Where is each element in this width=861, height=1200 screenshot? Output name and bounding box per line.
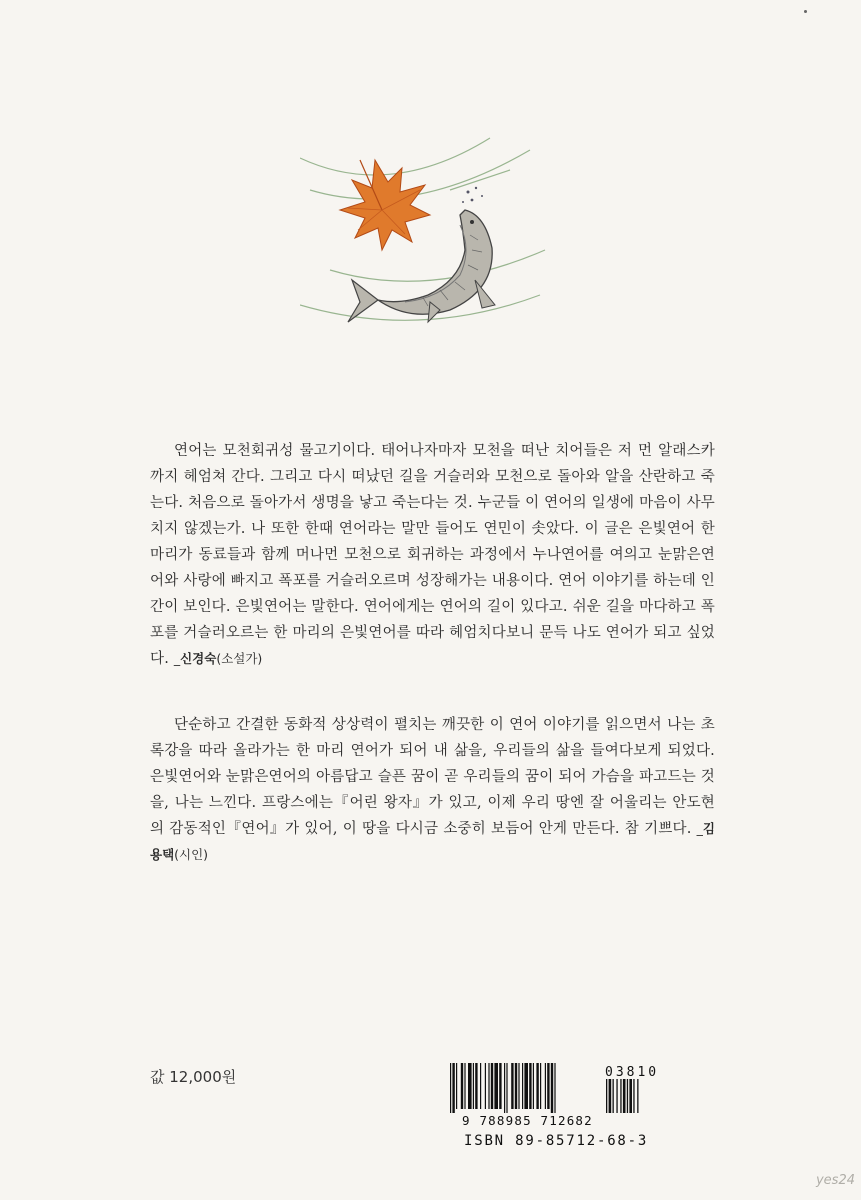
barcode-addon-bar xyxy=(627,1079,628,1113)
barcode-addon-bar xyxy=(623,1079,626,1113)
signature-role: (시인) xyxy=(174,847,209,862)
signature-dash: _ xyxy=(696,821,703,836)
barcode-addon-bar xyxy=(613,1079,614,1113)
barcode-bar xyxy=(506,1063,507,1113)
barcode-bar xyxy=(491,1063,493,1109)
barcode-bar xyxy=(452,1063,454,1113)
barcode-bar xyxy=(533,1063,534,1109)
salmon-and-maple-leaf-illustration xyxy=(300,130,550,350)
barcode-ean-digits: 9 788985 712682 xyxy=(462,1113,593,1128)
barcode-addon-bar xyxy=(637,1079,638,1113)
barcode-bar xyxy=(468,1063,472,1109)
barcode-bar xyxy=(504,1063,505,1113)
barcode-bar xyxy=(464,1063,465,1109)
barcode-addon-bar xyxy=(606,1079,607,1113)
barcode-bar xyxy=(551,1063,553,1113)
barcode-addon-bar xyxy=(633,1079,634,1113)
barcode-addon-bar xyxy=(629,1079,632,1113)
signature-role: (소설가) xyxy=(216,651,263,666)
barcode-bar xyxy=(545,1063,546,1109)
barcode-bar xyxy=(488,1063,489,1109)
barcode-addon-bar xyxy=(616,1079,617,1113)
signature-dash: _ xyxy=(173,651,181,666)
barcode-bar xyxy=(554,1063,555,1113)
barcode-bar xyxy=(475,1063,477,1109)
splash-icon xyxy=(462,187,483,203)
barcode-bar xyxy=(461,1063,463,1109)
barcode-bar xyxy=(529,1063,531,1109)
barcode-bar xyxy=(522,1063,523,1109)
barcode-addon-bar xyxy=(609,1079,612,1113)
price-label: 값 12,000원 xyxy=(150,1068,237,1086)
barcode-bar xyxy=(494,1063,498,1109)
blurb-signature xyxy=(174,651,262,666)
barcode-bar xyxy=(536,1063,538,1109)
barcode-bar xyxy=(515,1063,517,1109)
barcode-bar xyxy=(480,1063,481,1109)
blurb-paragraph-2 xyxy=(150,712,715,868)
barcode-bar xyxy=(499,1063,501,1109)
barcode-addon-code: 03810 xyxy=(605,1065,660,1080)
barcode-bar xyxy=(547,1063,549,1109)
barcode-bar xyxy=(540,1063,541,1109)
isbn-number: ISBN 89-85712-68-3 xyxy=(464,1133,649,1149)
barcode-bar xyxy=(511,1063,513,1109)
barcode-bar xyxy=(456,1063,457,1109)
barcode-bar xyxy=(450,1063,451,1113)
barcode-bar xyxy=(473,1063,474,1109)
corner-mark xyxy=(804,10,807,13)
blurb-paragraph-1 xyxy=(150,438,715,672)
blurb-text: 연어는 모천회귀성 물고기이다. 태어나자마자 모천을 떠난 치어들은 저 먼 알래스카까지 헤엄쳐 간다. 그리고 다시 떠났던 길을 거슬러와 모천으로 돌아와 알을 산란하고 죽는다. 처음으로 돌아가서 생명을 낳고 죽는다는 것. 누군들 이 연어의 일생에 마음이 사무치지 않겠는가. 나 또한 한때 연어라는 말만 들어도 연민이 솟았다. 이 글은 은빛연어 한 마리가 동료들과 함께 머나먼 모천으로 회귀하는 과정에서 누나연어를 여의고 눈맑은연어와 사랑에 빠지고 폭포를 거슬러오르며 성장해가는 내용이다. 연어 이야기를 하는데 인간이 보인다. 은빛연어는 말한다. 연어에게는 연어의 길이 있다고. 쉬운 길을 마다하고 폭포를 거슬러오르는 한 마리의 은빛연어를 따라 헤엄치다보니 문득 나도 연어가 되고 싶었다. xyxy=(150,443,715,667)
barcode-bar xyxy=(485,1063,486,1109)
signature-name: 신경숙 xyxy=(180,651,217,666)
barcode-bar xyxy=(518,1063,519,1109)
signature-name: 김용택 xyxy=(150,821,715,862)
watermark-logo: yes24 xyxy=(815,1173,855,1188)
barcode-addon-bar xyxy=(620,1079,621,1113)
barcode-bar xyxy=(524,1063,528,1109)
blurb-text: 단순하고 간결한 동화적 상상력이 펼치는 깨끗한 이 연어 이야기를 읽으면서 나는 초록강을 따라 올라가는 한 마리 연어가 되어 내 삶을, 우리들의 삶을 들여다보게 되었다. 은빛연어와 눈맑은연어의 아름답고 슬픈 꿈이 곧 우리들의 꿈이 되어 가슴을 파고드는 것을, 나는 느낀다. 프랑스에는『어린 왕자』가 있고, 이제 우리 땅엔 잘 어울리는 안도현의 감동적인『연어』가 있어, 이 땅을 다시금 소중히 보듬어 안게 만든다. 참 기쁘다. xyxy=(150,717,715,837)
